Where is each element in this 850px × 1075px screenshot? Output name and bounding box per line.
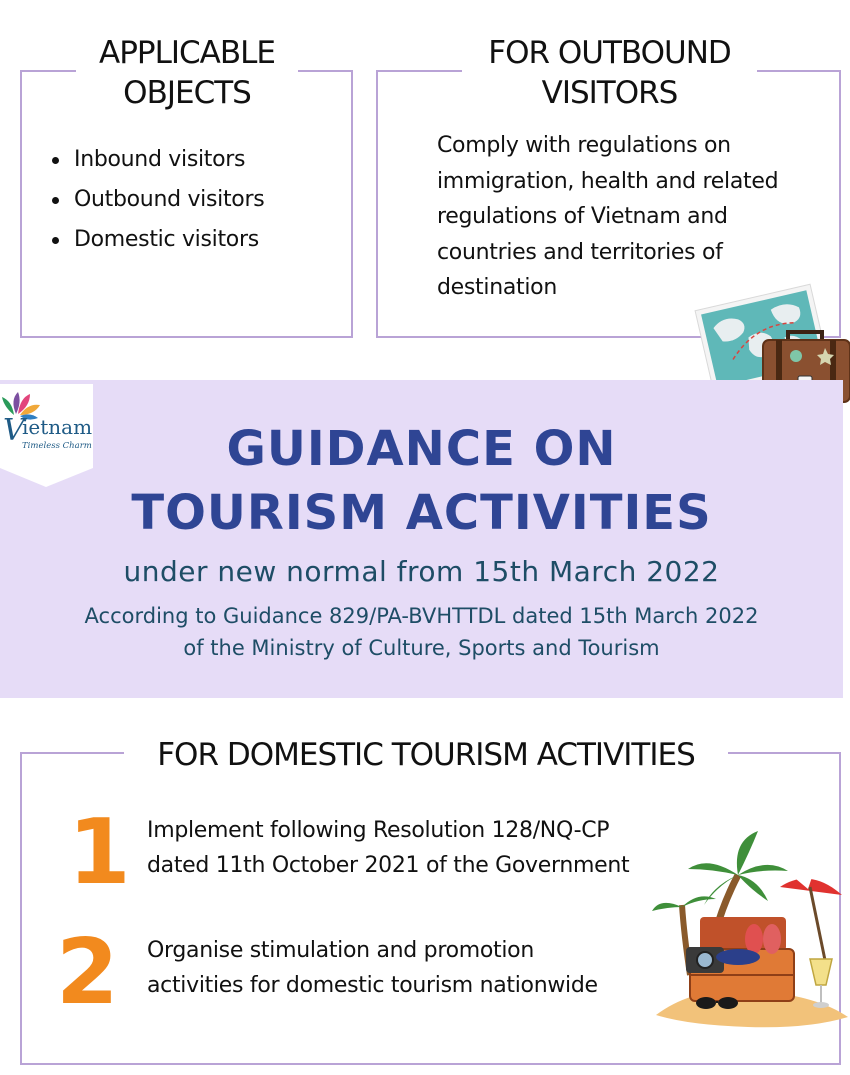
outbound-title-line2: VISITORS <box>541 75 678 111</box>
outbound-visitors-text: Comply with regulations on immigration, health and related regulations of Vietnam and countries and territories of destination <box>437 133 779 300</box>
list-item: Domestic visitors <box>52 220 264 260</box>
list-item: Inbound visitors <box>52 140 264 180</box>
step-2-line1: Organise stimulation and promotion <box>147 938 534 963</box>
guidance-reference-line2: of the Ministry of Culture, Sports and Tourism <box>183 636 660 660</box>
guidance-reference-line1: According to Guidance 829/PA-BVHTTDL dated 15th March 2022 <box>84 604 759 628</box>
step-number-2: 2 <box>56 920 119 1025</box>
step-1-line1: Implement following Resolution 128/NQ-CP <box>147 818 610 843</box>
step-2-line2: activities for domestic tourism nationwide <box>147 973 598 998</box>
applicable-title-line1: APPLICABLE <box>99 35 275 71</box>
logo-initial: V <box>3 413 25 448</box>
list-item: Outbound visitors <box>52 180 264 220</box>
step-number-1: 1 <box>68 800 131 905</box>
outbound-title-line1: FOR OUTBOUND <box>488 35 731 71</box>
step-1-text <box>147 813 707 883</box>
logo-word: ietnam <box>22 415 93 439</box>
logo-tagline: Timeless Charm <box>22 441 92 451</box>
step-1-line2: dated 11th October 2021 of the Government <box>147 853 630 878</box>
banner-subtitle: under new normal from 15th March 2022 <box>123 555 720 588</box>
main-title-line2: TOURISM ACTIVITIES <box>131 485 712 541</box>
applicable-objects-title <box>76 33 298 113</box>
beach-suitcase-illustration <box>650 825 850 1030</box>
main-title-line1: GUIDANCE ON <box>226 421 617 477</box>
applicable-objects-list <box>52 140 264 260</box>
guidance-reference <box>0 600 843 664</box>
outbound-visitors-title <box>462 33 757 113</box>
applicable-title-line2: OBJECTS <box>123 75 251 111</box>
domestic-tourism-title: FOR DOMESTIC TOURISM ACTIVITIES <box>124 735 728 775</box>
step-2-text <box>147 933 707 1003</box>
